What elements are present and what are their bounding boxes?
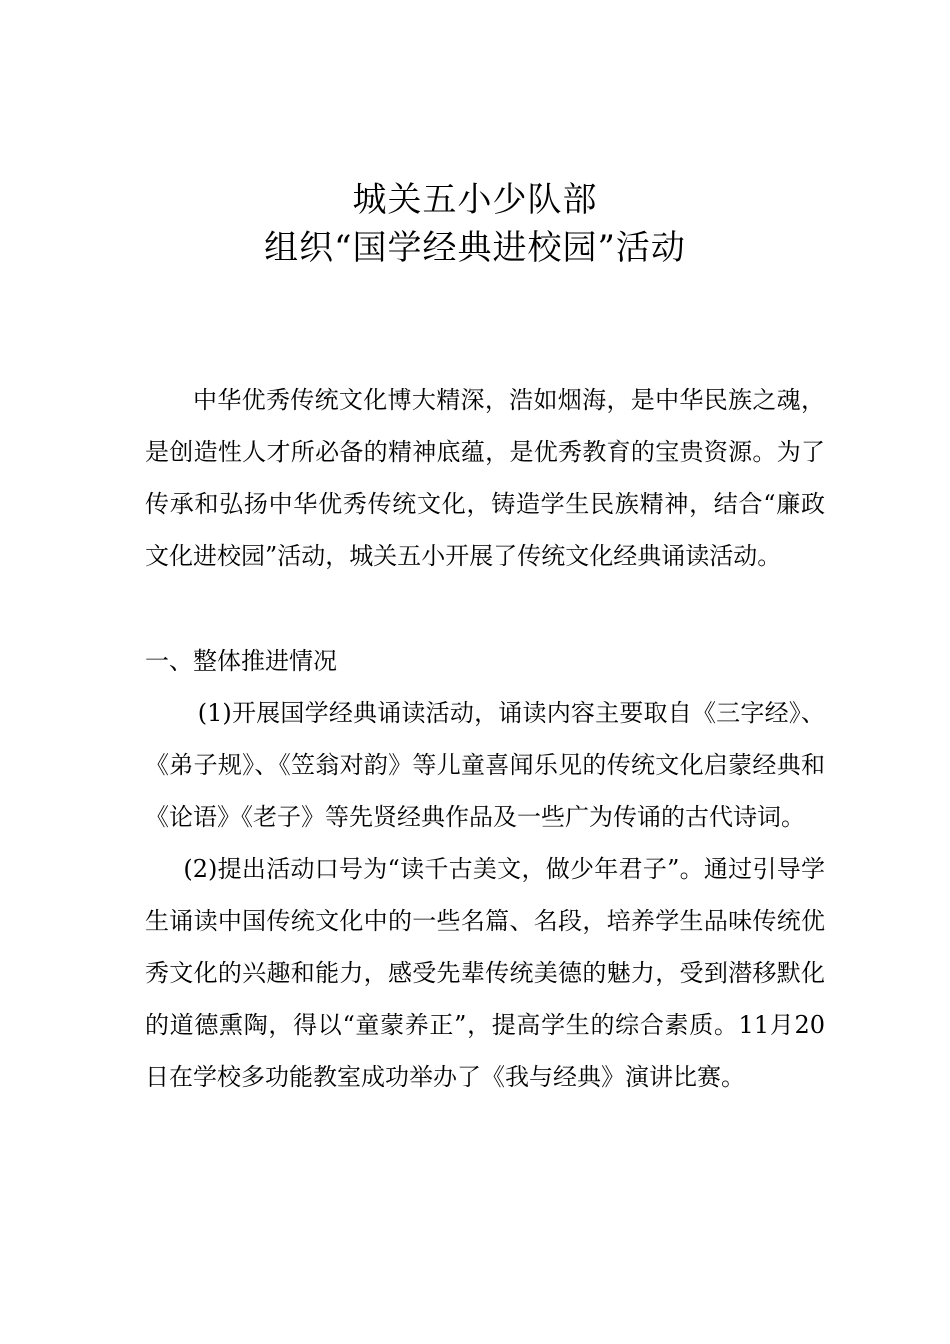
section-heading: 一、整体推进情况 [145,647,337,675]
document-body [145,374,825,1103]
section-item-1: (1)开展国学经典诵读活动，诵读内容主要取自《三字经》、《弟子规》、《笠翁对韵》等儿童喜闻乐见的传统文化启蒙经典和《论语》《老子》等先贤经典作品及一些广为传诵的古代诗词。 [145,699,825,831]
section-item-2: (2)提出活动口号为“读千古美文，做少年君子”。通过引导学生诵读中国传统文化中的一些名篇、名段，培养学生品味传统优秀文化的兴趣和能力，感受先辈传统美德的魅力，受到潜移默化的道德熏陶，得以“童蒙养正”，提高学生的综合素质。11月20日在学校多功能教室成功举办了《我与经典》演讲比赛。 [145,855,825,1091]
intro-paragraph: 中华优秀传统文化博大精深，浩如烟海，是中华民族之魂，是创造性人才所必备的精神底蕴，是优秀教育的宝贵资源。为了传承和弘扬中华优秀传统文化，铸造学生民族精神，结合“廉政文化进校园”活动，城关五小开展了传统文化经典诵读活动。 [145,386,825,570]
title-line-2: 组织“国学经典进校园”活动 [264,228,686,268]
title-line-1: 城关五小少队部 [352,180,598,220]
